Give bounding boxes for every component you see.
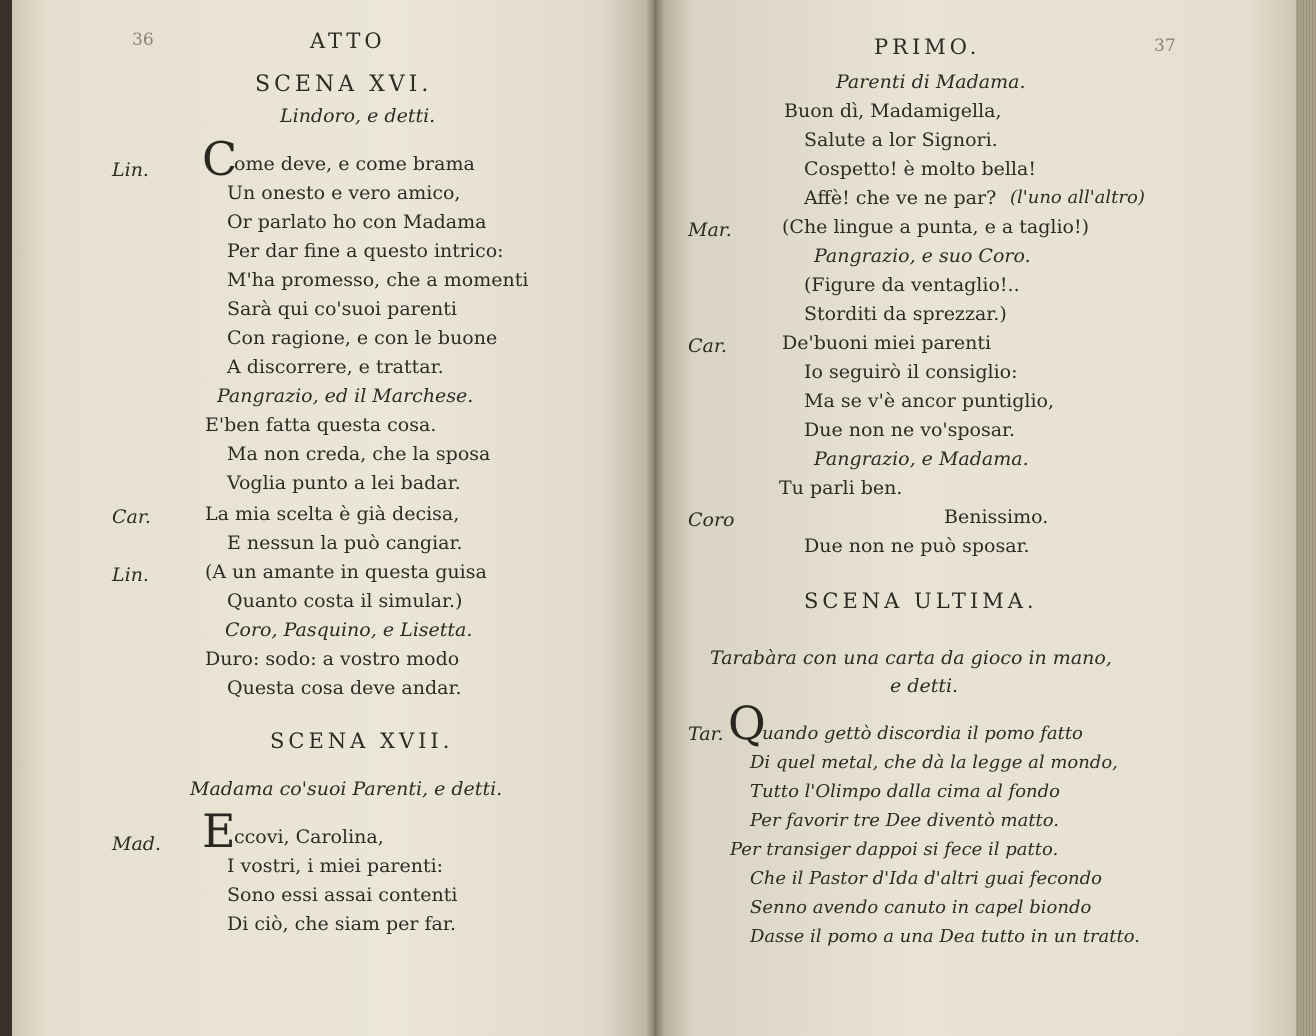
speaker-label: Tar. — [688, 723, 724, 745]
sonnet-line: Dasse il pomo a una Dea tutto in un tratto. — [750, 926, 1140, 947]
verse-line: Di ciò, che siam per far. — [227, 913, 456, 935]
verse-line: Questa cosa deve andar. — [227, 677, 462, 699]
verse-line: Duro: sodo: a vostro modo — [205, 648, 460, 670]
page-number: 37 — [1154, 36, 1176, 56]
verse-line: Un onesto e vero amico, — [227, 182, 461, 204]
aside: (l'uno all'altro) — [1010, 187, 1145, 208]
scene-characters: Lindoro, e detti. — [280, 105, 436, 127]
scene-characters: e detti. — [890, 675, 959, 697]
page-number: 36 — [132, 30, 154, 50]
verse-line: (A un amante in questa guisa — [205, 561, 487, 583]
verse-line: Due non ne può sposar. — [804, 535, 1030, 557]
drop-cap: Q — [728, 696, 766, 750]
drop-cap: E — [202, 804, 236, 858]
verse-line: Ma se v'è ancor puntiglio, — [804, 390, 1055, 412]
stage-direction: Pangrazio, e Madama. — [814, 448, 1029, 470]
verse-line: Or parlato ho con Madama — [227, 211, 487, 233]
verse-line: Sarà qui co'suoi parenti — [227, 298, 457, 320]
stage-direction: Pangrazio, e suo Coro. — [814, 245, 1031, 267]
verse-line: Voglia punto a lei badar. — [227, 472, 461, 494]
verse-line: Con ragione, e con le buone — [227, 327, 498, 349]
right-page — [654, 0, 1296, 1036]
verse-line: ome deve, e come brama — [234, 153, 475, 175]
stage-direction: Parenti di Madama. — [836, 71, 1026, 93]
verse-line: M'ha promesso, che a momenti — [227, 269, 529, 291]
verse-line: Per dar fine a questo intrico: — [227, 240, 504, 262]
verse-line: Benissimo. — [944, 506, 1049, 528]
verse-line: E nessun la può cangiar. — [227, 532, 463, 554]
sonnet-line: uando gettò discordia il pomo fatto — [762, 723, 1083, 744]
verse-line: ccovi, Carolina, — [234, 826, 384, 848]
verse-line: Io seguirò il consiglio: — [804, 361, 1018, 383]
verse-line: Ma non creda, che la sposa — [227, 443, 491, 465]
sonnet-line: Per transiger dappoi si fece il patto. — [730, 839, 1059, 860]
drop-cap: C — [202, 132, 238, 186]
page-edges — [1296, 0, 1316, 1036]
verse-line: La mia scelta è già decisa, — [205, 503, 460, 525]
verse-line: Storditi da sprezzar.) — [804, 303, 1007, 325]
scene-characters: Madama co'suoi Parenti, e detti. — [190, 778, 503, 800]
sonnet-line: Che il Pastor d'Ida d'altri guai fecondo — [750, 868, 1102, 889]
stage-direction: Pangrazio, ed il Marchese. — [217, 385, 474, 407]
book-gutter — [646, 0, 664, 1036]
speaker-label: Car. — [688, 335, 727, 357]
verse-line: Quanto costa il simular.) — [227, 590, 463, 612]
verse-line: Cospetto! è molto bella! — [804, 158, 1036, 180]
speaker-label: Coro — [688, 509, 735, 531]
verse-line: (Figure da ventaglio!.. — [804, 274, 1020, 296]
speaker-label: Mad. — [112, 833, 161, 855]
left-page — [12, 0, 654, 1036]
verse-line: De'buoni miei parenti — [782, 332, 992, 354]
scene-title: SCENA XVI. — [255, 72, 433, 97]
running-head: PRIMO. — [874, 35, 981, 59]
stage-direction: Coro, Pasquino, e Lisetta. — [225, 619, 473, 641]
speaker-label: Lin. — [112, 159, 149, 181]
verse-line: (Che lingue a punta, e a taglio!) — [782, 216, 1090, 238]
sonnet-line: Senno avendo canuto in capel biondo — [750, 897, 1092, 918]
verse-line: A discorrere, e trattar. — [227, 356, 444, 378]
verse-line: Buon dì, Madamigella, — [784, 100, 1002, 122]
scene-characters: Tarabàra con una carta da gioco in mano, — [710, 647, 1112, 669]
running-head: ATTO — [310, 29, 386, 53]
verse-line: Salute a lor Signori. — [804, 129, 998, 151]
verse-line: Sono essi assai contenti — [227, 884, 458, 906]
speaker-label: Mar. — [688, 219, 732, 241]
sonnet-line: Per favorir tre Dee diventò matto. — [750, 810, 1060, 831]
verse-line: Tu parli ben. — [779, 477, 903, 499]
speaker-label: Lin. — [112, 564, 149, 586]
sonnet-line: Tutto l'Olimpo dalla cima al fondo — [750, 781, 1060, 802]
scene-title: SCENA XVII. — [270, 729, 454, 753]
sonnet-line: Di quel metal, che dà la legge al mondo, — [750, 752, 1118, 773]
speaker-label: Car. — [112, 506, 151, 528]
verse-line: E'ben fatta questa cosa. — [205, 414, 437, 436]
verse-line: Due non ne vo'sposar. — [804, 419, 1016, 441]
verse-line: Affè! che ve ne par? — [804, 187, 997, 209]
verse-line: I vostri, i miei parenti: — [227, 855, 444, 877]
scene-title: SCENA ULTIMA. — [804, 589, 1038, 613]
